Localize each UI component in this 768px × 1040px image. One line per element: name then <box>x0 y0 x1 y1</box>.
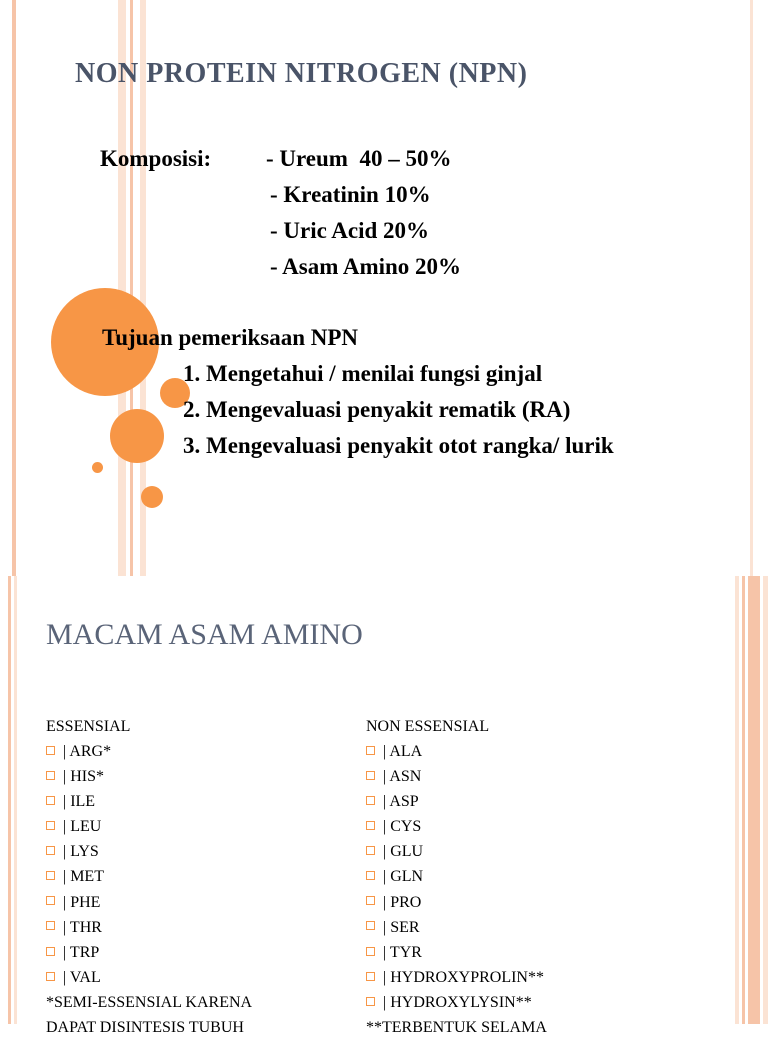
square-bullet-icon <box>366 947 375 956</box>
slide-2 <box>0 576 768 1037</box>
decor-strip <box>735 576 739 1024</box>
square-bullet-icon <box>46 921 55 930</box>
tujuan-item: 2. Mengevaluasi penyakit rematik (RA) <box>183 397 571 422</box>
non-essensial-column <box>366 714 547 1040</box>
komposisi-label: Komposisi: <box>100 146 212 171</box>
square-bullet-icon <box>366 871 375 880</box>
decor-strip <box>748 576 760 1024</box>
square-bullet-icon <box>46 771 55 780</box>
list-item: | MET <box>46 864 252 889</box>
list-item: | SER <box>366 915 547 940</box>
essensial-column <box>46 714 252 1040</box>
square-bullet-icon <box>366 896 375 905</box>
decor-circle-tiny <box>92 462 103 473</box>
decor-circle-small <box>141 486 163 508</box>
list-item: | THR <box>46 915 252 940</box>
square-bullet-icon <box>46 972 55 981</box>
list-item: | HYDROXYLYSIN** <box>366 990 547 1015</box>
tujuan-item: 1. Mengetahui / menilai fungsi ginjal <box>183 361 543 386</box>
list-item: | LYS <box>46 839 252 864</box>
square-bullet-icon <box>366 796 375 805</box>
square-bullet-icon <box>46 821 55 830</box>
decor-strip <box>12 0 16 576</box>
list-item: | PRO <box>366 890 547 915</box>
list-item: | PHE <box>46 890 252 915</box>
square-bullet-icon <box>366 921 375 930</box>
decor-strip <box>763 576 768 1024</box>
list-item: | GLU <box>366 839 547 864</box>
decor-strip <box>14 576 17 1024</box>
slide-title: MACAM ASAM AMINO <box>46 618 363 651</box>
square-bullet-icon <box>366 746 375 755</box>
list-item: | GLN <box>366 864 547 889</box>
decor-strip <box>742 576 745 1024</box>
list-item: | ILE <box>46 789 252 814</box>
list-item: | HIS* <box>46 764 252 789</box>
list-item: | ASN <box>366 764 547 789</box>
list-item: | TRP <box>46 940 252 965</box>
tujuan-item: 3. Mengevaluasi penyakit otot rangka/ lurik <box>183 433 614 458</box>
square-bullet-icon <box>46 947 55 956</box>
square-bullet-icon <box>366 771 375 780</box>
square-bullet-icon <box>46 746 55 755</box>
square-bullet-icon <box>46 871 55 880</box>
list-item: | HYDROXYPROLIN** <box>366 965 547 990</box>
square-bullet-icon <box>366 997 375 1006</box>
decor-circle-medium <box>110 409 164 463</box>
list-item: | LEU <box>46 814 252 839</box>
list-item: | ASP <box>366 789 547 814</box>
decor-strip <box>750 0 753 576</box>
square-bullet-icon <box>366 821 375 830</box>
komposisi-item: - Kreatinin 10% <box>270 182 431 207</box>
list-item: | CYS <box>366 814 547 839</box>
square-bullet-icon <box>366 846 375 855</box>
decor-strip <box>8 576 11 1024</box>
list-item: | ALA <box>366 739 547 764</box>
column-header: ESSENSIAL <box>46 718 131 735</box>
footnote: *SEMI-ESSENSIAL KARENA <box>46 993 253 1011</box>
list-item: | TYR <box>366 940 547 965</box>
column-header: NON ESSENSIAL <box>366 718 490 735</box>
komposisi-item: - Ureum 40 – 50% <box>266 146 452 171</box>
list-item: | ARG* <box>46 739 252 764</box>
komposisi-item: - Asam Amino 20% <box>270 254 462 279</box>
square-bullet-icon <box>46 846 55 855</box>
square-bullet-icon <box>46 896 55 905</box>
square-bullet-icon <box>46 796 55 805</box>
tujuan-heading: Tujuan pemeriksaan NPN <box>102 325 359 350</box>
footnote: **TERBENTUK SELAMA <box>366 1019 547 1037</box>
list-item: | VAL <box>46 965 252 990</box>
square-bullet-icon <box>366 972 375 981</box>
komposisi-item: - Uric Acid 20% <box>270 218 430 243</box>
footnote: DAPAT DISINTESIS TUBUH <box>46 1019 244 1037</box>
slide-title: NON PROTEIN NITROGEN (NPN) <box>75 58 528 89</box>
